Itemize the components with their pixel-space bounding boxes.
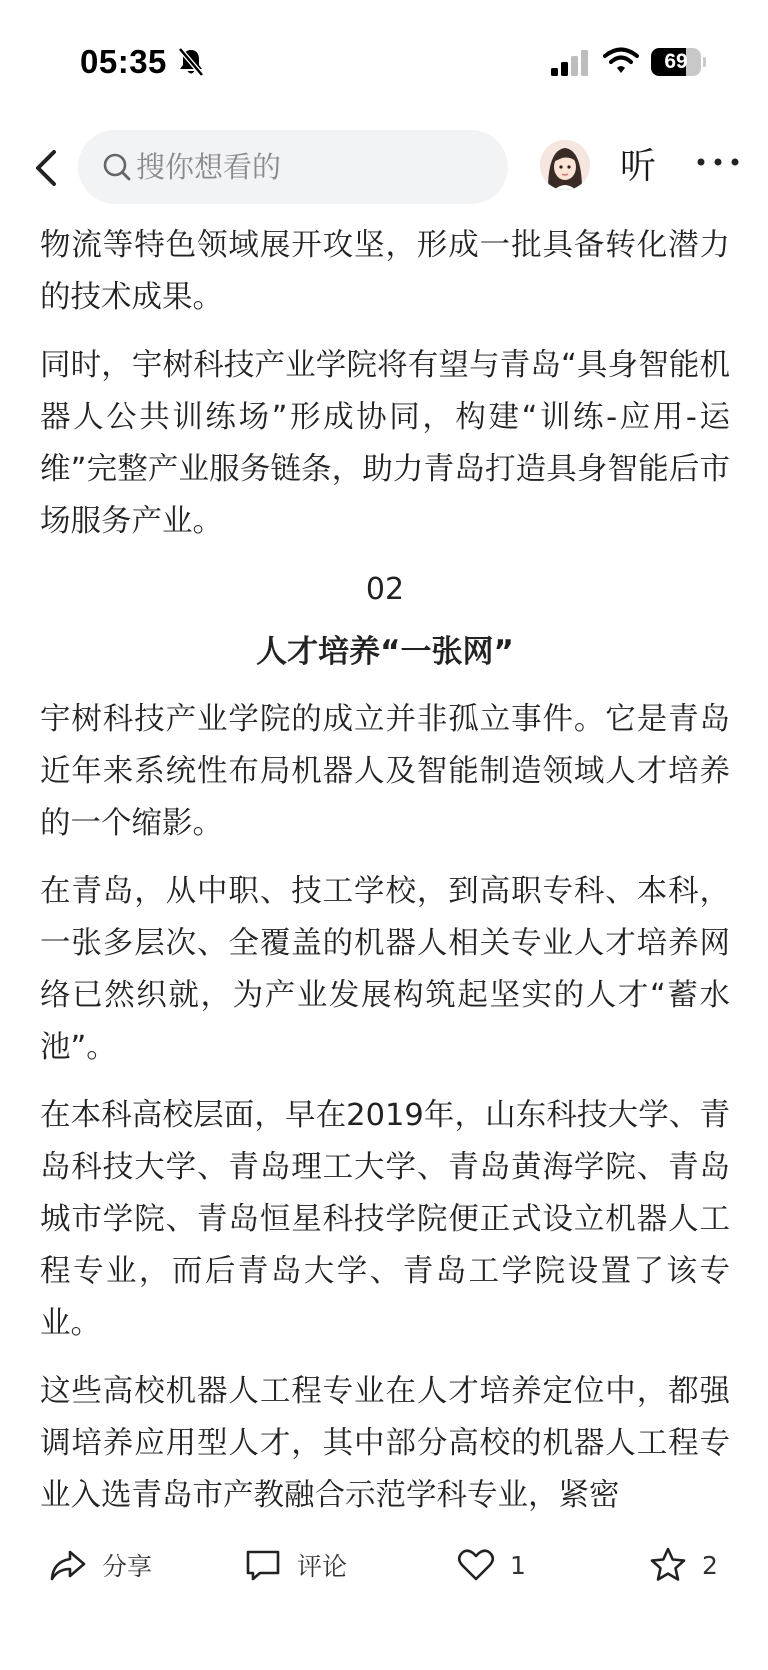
battery-level: 69 bbox=[664, 50, 688, 73]
favorite-count: 2 bbox=[702, 1550, 718, 1580]
section-number: 02 bbox=[365, 572, 405, 607]
wifi-icon bbox=[603, 46, 639, 76]
top-nav-bar bbox=[0, 128, 768, 208]
article-paragraph: 在本科高校层面，早在2019年，山东科技大学、青岛科技大学、青岛理工大学、青岛黄海学院、青岛城市学院、青岛恒星科技学院便正式设立机器人工程专业，而后青岛大学、青岛工学院设置了该专业。 bbox=[40, 1098, 730, 1341]
comment-label: 评论 bbox=[297, 1552, 348, 1581]
article-body bbox=[40, 220, 730, 1538]
heart-icon bbox=[456, 1545, 496, 1585]
battery-indicator bbox=[651, 48, 706, 76]
more-dots-icon[interactable] bbox=[696, 156, 740, 168]
cellular-signal-icon bbox=[551, 50, 589, 76]
comment-bubble-icon bbox=[243, 1545, 283, 1585]
like-count: 1 bbox=[510, 1550, 526, 1580]
bell-slash-icon bbox=[177, 47, 205, 77]
search-placeholder: 搜你想看的 bbox=[136, 150, 282, 184]
listen-button[interactable]: 听 bbox=[620, 146, 657, 187]
favorite-button[interactable] bbox=[648, 1543, 718, 1587]
bottom-action-bar bbox=[0, 1515, 768, 1670]
comment-button[interactable] bbox=[243, 1543, 347, 1587]
status-bar bbox=[0, 0, 768, 110]
search-input[interactable] bbox=[78, 130, 508, 204]
like-button[interactable] bbox=[456, 1543, 526, 1587]
article-paragraph: 同时，宇树科技产业学院将有望与青岛“具身智能机器人公共训练场”形成协同，构建“训练-应用-运维”完整产业服务链条，助力青岛打造具身智能后市场服务产业。 bbox=[40, 348, 730, 539]
star-icon bbox=[648, 1545, 688, 1585]
article-paragraph: 在青岛，从中职、技工学校，到高职专科、本科，一张多层次、全覆盖的机器人相关专业人才培养网络已然织就，为产业发展构筑起坚实的人才“蓄水池”。 bbox=[40, 874, 730, 1065]
avatar[interactable] bbox=[540, 140, 590, 190]
share-arrow-icon bbox=[48, 1545, 88, 1585]
section-title: 人才培养“一张网” bbox=[256, 634, 514, 670]
article-paragraph: 这些高校机器人工程专业在人才培养定位中，都强调培养应用型人才，其中部分高校的机器人工程专业入选青岛市产教融合示范学科专业，紧密 bbox=[40, 1374, 730, 1513]
article-paragraph: 宇树科技产业学院的成立并非孤立事件。它是青岛近年来系统性布局机器人及智能制造领域人才培养的一个缩影。 bbox=[40, 702, 730, 841]
share-label: 分享 bbox=[102, 1552, 153, 1581]
status-time: 05:35 bbox=[80, 43, 167, 80]
article-paragraph: 物流等特色领域展开攻坚，形成一批具备转化潜力的技术成果。 bbox=[40, 228, 730, 315]
chevron-left-icon[interactable] bbox=[28, 146, 68, 190]
search-icon bbox=[102, 152, 132, 182]
share-button[interactable] bbox=[48, 1543, 152, 1587]
